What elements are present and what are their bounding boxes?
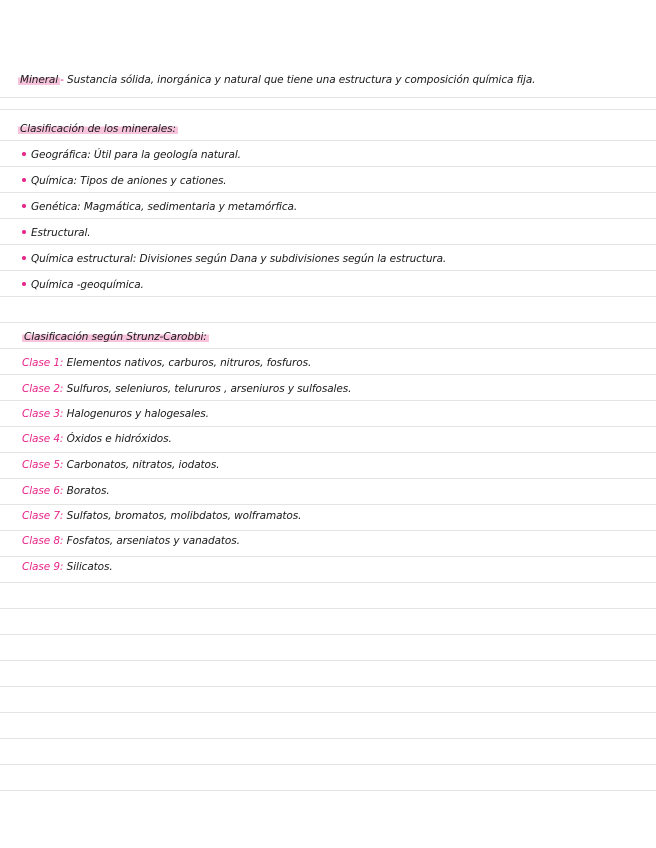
- strunz-heading-line: [22, 331, 209, 343]
- classification-item: [22, 227, 91, 239]
- bullet-icon: [22, 256, 26, 260]
- strunz-class-row: [22, 510, 301, 522]
- classification-item: [22, 201, 297, 213]
- class-label: Clase 3:: [22, 408, 64, 420]
- classification-heading: Clasificación de los minerales:: [20, 123, 176, 135]
- class-text: Halogenuros y halogesales.: [66, 408, 209, 420]
- definition-text: Sustancia sólida, inorgánica y natural que tiene una estructura y composición química fija.: [67, 74, 536, 86]
- bullet-icon: [22, 178, 26, 182]
- class-text: Fosfatos, arseniatos y vanadatos.: [66, 535, 240, 547]
- bullet-icon: [22, 204, 26, 208]
- class-label: Clase 5:: [22, 459, 64, 471]
- classification-heading-line: [18, 123, 178, 135]
- classification-item: [22, 253, 446, 265]
- strunz-heading: Clasificación según Strunz-Carobbi:: [24, 331, 207, 343]
- strunz-class-row: [22, 408, 209, 420]
- bullet-icon: [22, 152, 26, 156]
- class-label: Clase 9:: [22, 561, 64, 573]
- classification-item: [22, 149, 241, 161]
- definition-line: [18, 74, 535, 86]
- strunz-class-row: [22, 357, 311, 369]
- classification-item-text: Química: Tipos de aniones y cationes.: [31, 175, 227, 187]
- classification-item-text: Química -geoquímica.: [31, 279, 144, 291]
- class-label: Clase 6:: [22, 485, 64, 497]
- class-text: Óxidos e hidróxidos.: [66, 433, 172, 445]
- classification-item-text: Estructural.: [31, 227, 91, 239]
- strunz-class-row: [22, 383, 351, 395]
- bullet-icon: [22, 230, 26, 234]
- class-text: Sulfuros, seleniuros, telururos , arseniuros y sulfosales.: [66, 383, 352, 395]
- strunz-class-row: [22, 535, 240, 547]
- classification-item-text: Genética: Magmática, sedimentaria y metamórfica.: [31, 201, 298, 213]
- classification-item: [22, 279, 144, 291]
- strunz-class-row: [22, 459, 220, 471]
- class-text: Sulfatos, bromatos, molibdatos, wolframatos.: [66, 510, 302, 522]
- definition-separator: -: [60, 74, 64, 86]
- class-text: Elementos nativos, carburos, nitruros, fosfuros.: [66, 357, 312, 369]
- classification-item: [22, 175, 227, 187]
- strunz-class-row: [22, 561, 113, 573]
- class-text: Boratos.: [66, 485, 110, 497]
- class-label: Clase 7:: [22, 510, 64, 522]
- class-label: Clase 4:: [22, 433, 64, 445]
- class-label: Clase 1:: [22, 357, 64, 369]
- class-label: Clase 8:: [22, 535, 64, 547]
- bullet-icon: [22, 282, 26, 286]
- definition-term: Mineral: [20, 74, 59, 86]
- class-text: Carbonatos, nitratos, iodatos.: [66, 459, 220, 471]
- strunz-class-row: [22, 433, 172, 445]
- classification-item-text: Geográfica: Útil para la geología natural.: [31, 149, 241, 161]
- strunz-class-row: [22, 485, 110, 497]
- class-label: Clase 2:: [22, 383, 64, 395]
- class-text: Silicatos.: [66, 561, 113, 573]
- classification-item-text: Química estructural: Divisiones según Dana y subdivisiones según la estructura.: [31, 253, 447, 265]
